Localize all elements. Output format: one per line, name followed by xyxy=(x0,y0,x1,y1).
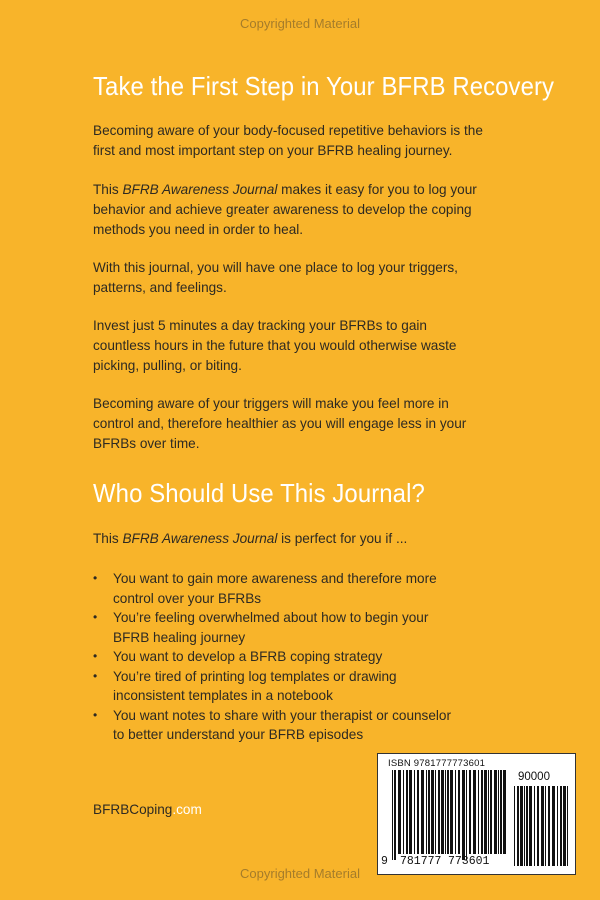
barcode-bar xyxy=(545,786,546,866)
barcode-bar xyxy=(435,770,436,854)
barcode-bar xyxy=(428,770,430,854)
barcode-bar xyxy=(560,786,562,866)
bullet-icon: • xyxy=(93,668,98,683)
barcode-bar xyxy=(517,786,519,866)
bullet-icon: • xyxy=(93,571,98,585)
barcode-bar xyxy=(484,770,487,854)
barcode-bar xyxy=(534,786,535,866)
website-tld: .com xyxy=(172,802,202,817)
website-name: BFRBCoping xyxy=(93,802,173,817)
barcode-bar xyxy=(441,770,444,854)
list-item xyxy=(93,647,453,667)
barcode-bar xyxy=(392,770,393,860)
barcode-bar xyxy=(445,770,446,854)
text-segment: This xyxy=(93,182,123,197)
barcode-bar xyxy=(478,770,479,854)
barcode-bar xyxy=(541,786,544,866)
website-link xyxy=(93,802,202,817)
barcode-bar xyxy=(500,770,502,854)
section-heading-who-should-use: Who Should Use This Journal? xyxy=(93,478,425,508)
list-item-text: You want to gain more awareness and therefore more control over your BFRBs xyxy=(113,571,437,606)
barcode-bar xyxy=(520,786,523,866)
barcode-bar xyxy=(490,770,492,854)
watermark-top: Copyrighted Material xyxy=(240,16,360,31)
barcode-bar xyxy=(438,770,440,854)
barcode-bar xyxy=(537,786,539,866)
barcode-bar xyxy=(498,770,499,854)
text-segment: makes it easy for you to log your behavior and achieve greater awareness to develop the coping methods you need in order to heal. xyxy=(93,182,477,237)
isbn-barcode xyxy=(377,753,576,875)
barcode-bar xyxy=(409,770,412,854)
barcode-bar xyxy=(462,770,465,860)
barcode-digits-left: 781777 xyxy=(400,855,442,868)
isbn-label: ISBN 9781777773601 xyxy=(388,758,486,769)
list-item xyxy=(93,667,453,706)
barcode-bar xyxy=(552,786,555,866)
barcode-bar xyxy=(563,786,566,866)
bullet-icon: • xyxy=(93,649,98,663)
paragraph-invest-time: Invest just 5 minutes a day tracking your BFRBs to gain countless hours in the future that you would otherwise waste picking, pulling, or biting. xyxy=(93,318,457,373)
text-segment: is perfect for you if ... xyxy=(277,531,408,546)
barcode-bar xyxy=(466,770,467,860)
watermark-bottom: Copyrighted Material xyxy=(240,866,360,881)
journal-title: BFRB Awareness Journal xyxy=(122,182,278,197)
barcode-bar xyxy=(503,770,506,854)
barcode-bar xyxy=(524,786,525,866)
paragraph-log-triggers: With this journal, you will have one place to log your triggers, patterns, and feelings. xyxy=(93,260,458,295)
barcode-bar xyxy=(567,786,568,866)
barcode-bar xyxy=(421,770,424,854)
barcode-bar xyxy=(406,770,408,854)
barcode-bar xyxy=(394,770,396,860)
list-item xyxy=(93,608,453,647)
price-code: 90000 xyxy=(518,771,550,783)
barcode-bar xyxy=(398,770,401,854)
list-item-text: You want to develop a BFRB coping strategy xyxy=(113,649,383,664)
barcode-bar xyxy=(548,786,550,866)
barcode-bar xyxy=(494,770,497,854)
barcode-bar xyxy=(529,786,532,866)
list-item-text: You want notes to share with your therapist or counselor to better understand your BFRB episodes xyxy=(113,707,452,742)
barcode-bar xyxy=(514,786,515,866)
barcode-bar xyxy=(458,770,460,854)
barcode-bar xyxy=(414,770,415,854)
barcode-bar xyxy=(557,786,558,866)
section-heading-first-step: Take the First Step in Your BFRB Recovery xyxy=(93,71,555,101)
text-segment: This xyxy=(93,531,123,546)
barcode-bar xyxy=(403,770,404,854)
barcode-bar xyxy=(431,770,434,854)
list-item xyxy=(93,706,453,745)
journal-title: BFRB Awareness Journal xyxy=(122,531,278,546)
barcode-bar xyxy=(455,770,456,854)
barcode-bar xyxy=(469,770,471,854)
bullet-icon: • xyxy=(93,610,98,624)
barcode-digit-lead: 9 xyxy=(381,855,388,868)
barcode-bar xyxy=(481,770,483,854)
barcode-bar xyxy=(426,770,427,854)
barcode-bar xyxy=(450,770,453,854)
bullet-icon: • xyxy=(93,707,98,722)
barcode-bar xyxy=(417,770,419,854)
barcode-bar xyxy=(526,786,528,866)
bullet-list xyxy=(93,569,453,745)
barcode-bar xyxy=(473,770,476,854)
paragraph-awareness: Becoming aware of your body-focused repetitive behaviors is the first and most important step on your BFRB healing journey. xyxy=(93,123,483,158)
paragraph-intro xyxy=(93,529,483,549)
barcode-bar xyxy=(488,770,489,854)
barcode-digits-right: 773601 xyxy=(448,855,490,868)
list-item xyxy=(93,569,453,608)
paragraph-journal-description xyxy=(93,180,483,240)
list-item-text: You’re feeling overwhelmed about how to begin your BFRB healing journey xyxy=(113,610,429,645)
barcode-bar xyxy=(447,770,449,854)
list-item-text: You’re tired of printing log templates or drawing inconsistent templates in a notebook xyxy=(113,668,397,703)
paragraph-control: Becoming aware of your triggers will make you feel more in control and, therefore healthier as you will engage less in your BFRBs over time. xyxy=(93,396,467,451)
